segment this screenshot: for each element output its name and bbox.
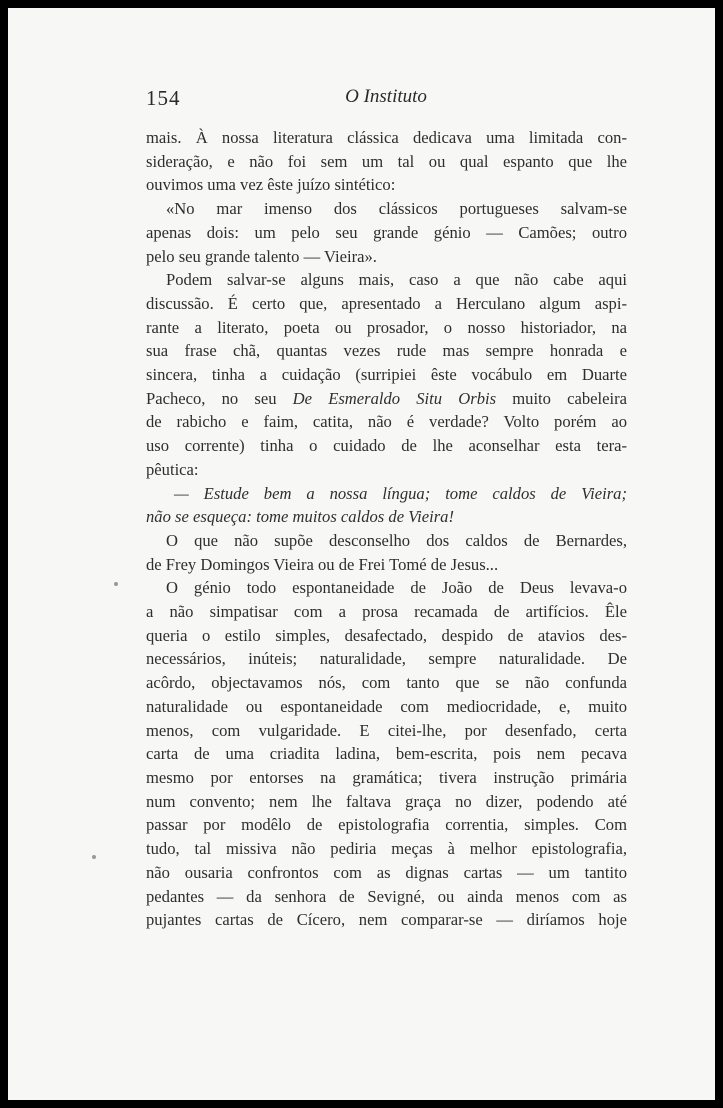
text-line: carta de uma criadita ladina, bem-escrita, pois nem pecava [146,744,627,764]
book-title: De Esmeraldo Situ Orbis [292,388,497,408]
text-line: de rabicho e faim, catita, não é verdade? Volto porém ao [146,412,627,432]
text-line: pujantes cartas de Cícero, nem comparar-se — diríamos hoje [146,910,627,930]
text-line: mais. À nossa literatura clássica dedicava uma limitada con- [146,128,627,147]
text-line: acôrdo, objectavamos nós, com tanto que se não confunda [146,673,627,693]
paper-speck [92,855,96,859]
text-line: num convento; nem lhe faltava graça no dizer, podendo até [146,791,627,811]
text-line: não ousaria confrontos com as dignas cartas — um tantito [146,862,627,882]
text-line: menos, com vulgaridade. E citei-lhe, por desenfado, certa [146,720,627,740]
text-line: mesmo por entorses na gramática; tivera instrução primária [146,767,627,787]
text-line: sua frase chã, quantas vezes rude mas sempre honrada e [146,341,627,361]
text-fragment: Pacheco, no seu [146,388,293,408]
page-header [146,86,626,112]
text-line: uso corrente) tinha o cuidado de lhe aconselhar esta tera- [146,436,627,456]
text-fragment: muito cabeleira [496,388,627,408]
quote-line: «No mar imenso dos clássicos portugueses salvam-se [166,199,627,219]
text-line: naturalidade ou espontaneidade com mediocridade, e, muito [146,696,627,716]
italic-line: não se esqueça: tome muitos caldos de Vieira! [146,507,454,527]
book-page [8,8,715,1100]
italic-line: — Estude bem a nossa língua; tome caldos de Vieira; [174,483,627,503]
paper-speck [114,582,118,586]
quote-line: pelo seu grande talento — Vieira». [146,246,377,266]
text-line: O que não supõe desconselho dos caldos de Bernardes, [166,530,627,550]
running-title: O Instituto [345,86,427,107]
page-number: 154 [146,86,181,110]
text-line: ouvimos uma vez êste juízo sintético: [146,175,396,195]
text-line: rante a literato, poeta ou prosador, o nosso historiador, na [146,317,627,337]
text-line-with-title [146,387,627,411]
text-line: pêutica: [146,459,199,479]
text-line: O génio todo espontaneidade de João de Deus levava-o [166,578,627,598]
quote-line: apenas dois: um pelo seu grande génio — Camões; outro [146,222,627,242]
text-line: pedantes — da senhora de Sevigné, ou ainda menos com as [146,886,627,906]
text-line: passar por modêlo de epistolografia correntia, simples. Com [146,815,627,835]
text-line: sideração, e não foi sem um tal ou qual espanto que lhe [146,151,627,171]
text-line: discussão. É certo que, apresentado a Herculano algum aspi- [146,293,627,313]
text-line: sincera, tinha a cuidação (surripiei êste vocábulo em Duarte [146,365,627,385]
text-line: a não simpatisar com a prosa recamada de artifícios. Êle [146,602,627,622]
text-line: queria o estilo simples, desafectado, despido de atavios des- [146,625,627,645]
text-line: tudo, tal missiva não pediria meças à melhor epistolografia, [146,839,627,859]
text-line: de Frey Domingos Vieira ou de Frei Tomé de Jesus... [146,554,499,574]
body-text [146,126,627,932]
text-line: Podem salvar-se alguns mais, caso a que não cabe aqui [166,270,627,290]
text-line: necessários, inúteis; naturalidade, sempre naturalidade. De [146,649,627,669]
